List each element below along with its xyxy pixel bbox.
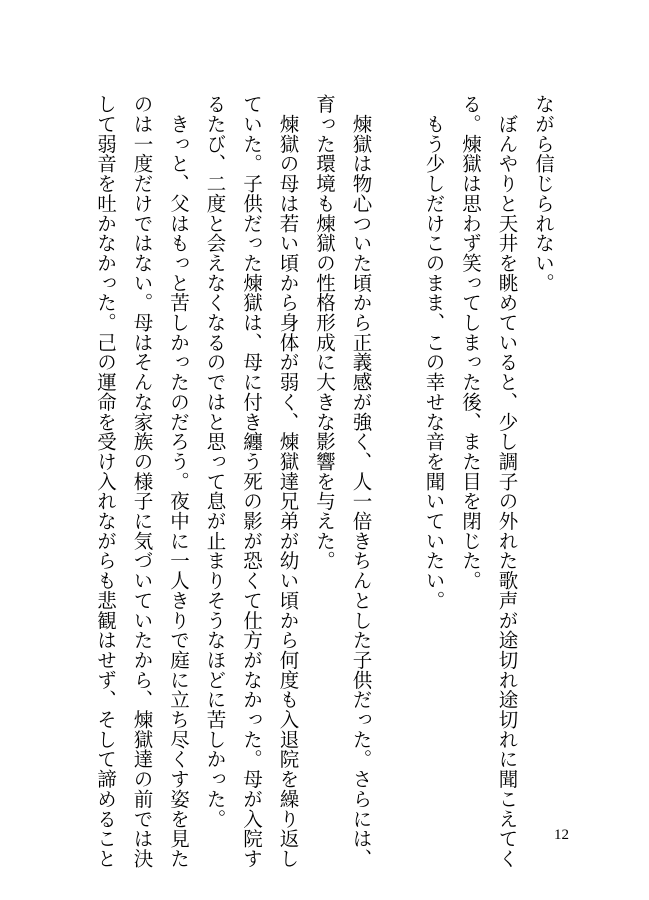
blank-line: [379, 94, 416, 819]
text-line: して弱音を吐かなかった。己の運命を受け入れながらも悲観はせず、そして諦めること: [94, 94, 117, 869]
text-line: るたび、二度と会えなくなるのではと思って息が止まりそうなほどに苦しかった。: [203, 94, 227, 829]
text-line: 育った環境も煉獄の性格形成に大きな影響を与えた。: [313, 94, 336, 571]
text-line: 煉獄は物心ついた頃から正義感が強く、人一倍きちんとした子供だった。さらには、: [349, 94, 373, 869]
text-line: る。煉獄は思わず笑ってしまった後、また目を閉じた。: [459, 94, 482, 591]
text-line: もう少しだけこのまま、この幸せな音を聞いていたい。: [422, 94, 446, 611]
page-number: 12: [554, 827, 569, 843]
text-line: のは一度だけではない。母はそんな家族の様子に気づいていたから、煉獄達の前では決: [130, 94, 154, 869]
text-line: 煉獄の母は若い頃から身体が弱く、煉獄達兄弟が幼い頃から何度も入退院を繰り返し: [276, 94, 300, 869]
text-line: ぼんやりと天井を眺めていると、少し調子の外れた歌声が途切れ途切れに聞こえてく: [495, 94, 519, 869]
text-line: きっと、父はもっと苦しかったのだろう。夜中に一人きりで庭に立ち尽くす姿を見た: [167, 94, 190, 869]
text-line: ながら信じられない。: [532, 94, 555, 293]
text-line: ていた。子供だった煉獄は、母に付き纏う死の影が恐くて仕方がなかった。母が入院す: [240, 94, 263, 869]
